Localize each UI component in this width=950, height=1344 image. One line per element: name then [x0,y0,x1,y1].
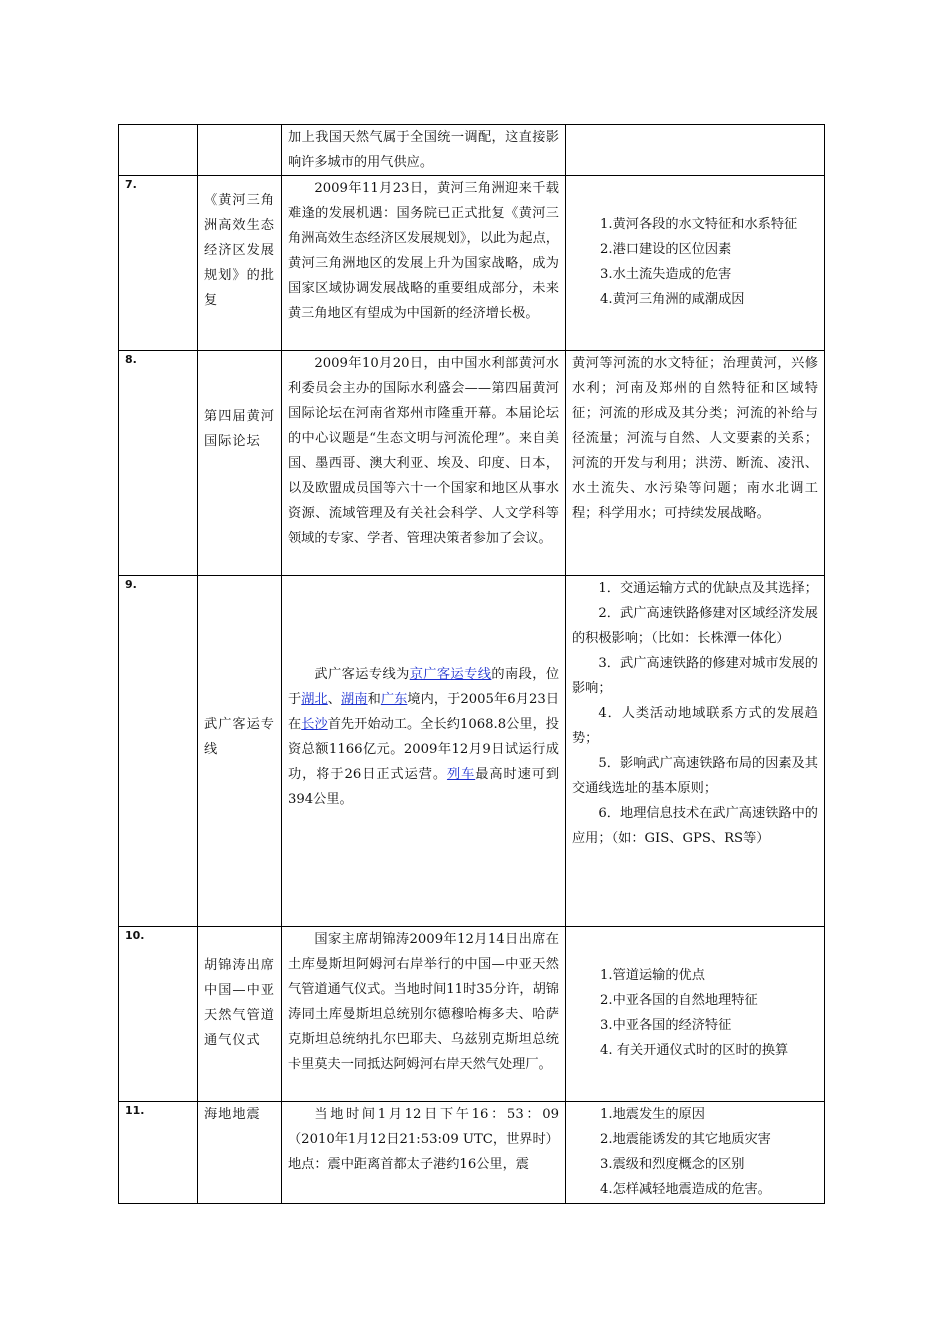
link-hubei[interactable]: 湖北 [301,692,328,707]
list-item: 5．影响武广高速铁路布局的因素及其交通线选址的基本原则； [572,756,818,796]
points-list [600,963,818,1063]
content-cell [282,1102,566,1204]
content-cell [282,576,566,927]
topic-text: 胡锦涛出席中国—中亚天然气管道通气仪式 [204,958,275,1048]
list-item: 3.水土流失造成的危害 [600,267,732,282]
link-guangdong[interactable]: 广东 [380,692,408,707]
points-cell [566,1102,825,1204]
text-span: 境内，于2005年6月23日在 [288,692,560,732]
table-row-continued [119,125,825,176]
table-row-10 [119,927,825,1102]
points-cell [566,351,825,576]
list-item: 1.管道运输的优点 [600,968,705,983]
link-train[interactable]: 列车 [446,767,476,782]
number-cell [119,125,198,176]
content-text: 当地时间1月12日下午16：53：09（2010年1月12日21:53:09 UTC，世界时） [288,1107,559,1147]
content-text: 2009年10月20日，由中国水利部黄河水利委员会主办的国际水利盛会——第四届黄河国际论坛在河南省郑州市隆重开幕。本届论坛的中心议题是“生态文明与河流伦理”。来自美国、墨西哥、澳大利亚、埃及、印度、日本，以及欧盟成员国等六十一个国家和地区从事水资源、流域管理及有关社会科学、人文学科等领域的专家、学者、管理决策者参加了会议。 [288,356,559,546]
topic-cell [198,351,282,576]
content-cell [282,125,566,176]
text-span: 的南段，位于 [288,667,560,707]
table-row-11 [119,1102,825,1204]
topic-text: 第四届黄河国际论坛 [204,409,275,449]
link-changsha[interactable]: 长沙 [301,717,328,732]
row-number: 7. [119,176,198,351]
content-text [288,662,559,812]
row-number: 11. [119,1102,198,1204]
list-item: 2.地震能诱发的其它地质灾害 [600,1132,771,1147]
list-item: 1．交通运输方式的优缺点及其选择； [598,581,818,596]
content-cell [282,927,566,1102]
text-span: 首先开始动工。全长约1068.8公里，投资总额1166亿元。2009年12月9日试运行成功，将于26日正式运营。 [288,717,559,782]
points-list [600,212,818,312]
points-cell [566,576,825,927]
row-number: 10. [119,927,198,1102]
text-span: 和 [367,692,381,707]
list-item: 4. 有关开通仪式时的区时的换算 [600,1043,789,1058]
content-text: 2009年11月23日，黄河三角洲迎来千载难逢的发展机遇：国务院已正式批复《黄河三角洲高效生态经济区发展规划》，以此为起点，黄河三角洲地区的发展上升为国家战略，成为国家区域协调发展战略的重要组成部分，未来黄三角地区有望成为中国新的经济增长极。 [288,181,559,321]
list-item: 3.中亚各国的经济特征 [600,1018,732,1033]
text-span: 最高时速可到394公里。 [288,767,560,807]
row-number: 8. [119,351,198,576]
link-hunan[interactable]: 湖南 [341,692,368,707]
list-item: 4.怎样减轻地震造成的危害。 [600,1182,771,1197]
points-cell [566,927,825,1102]
row-number: 9. [119,576,198,927]
points-cell [566,176,825,351]
list-item: 3.震级和烈度概念的区别 [600,1157,745,1172]
topic-cell [198,1102,282,1204]
list-item: 3．武广高速铁路的修建对城市发展的影响； [572,656,818,696]
points-text: 黄河等河流的水文特征；治理黄河，兴修水利；河南及郑州的自然特征和区域特征；河流的形成及其分类；河流的补给与径流量；河流与自然、人文要素的关系；河流的开发与利用；洪涝、断流、凌汛、水土流失、水污染等问题；南水北调工程；科学用水；可持续发展战略。 [572,356,818,521]
topic-cell [198,576,282,927]
list-item: 2．武广高速铁路修建对区域经济发展的积极影响；（比如：长株潭一体化） [572,606,818,646]
text-span: 、 [327,692,342,707]
topic-text: 海地地震 [204,1107,261,1122]
table-row-7 [119,176,825,351]
topic-cell [198,927,282,1102]
content-cell [282,351,566,576]
table-row-9 [119,576,825,927]
topic-text: 《黄河三角洲高效生态经济区发展规划》的批复 [204,193,275,308]
table-row-8 [119,351,825,576]
list-item: 4．人类活动地域联系方式的发展趋势； [572,706,818,746]
content-text: 国家主席胡锦涛2009年12月14日出席在土库曼斯坦阿姆河右岸举行的中国—中亚天然气管道通气仪式。当地时间11时35分许，胡锦涛同土库曼斯坦总统别尔德穆哈梅多夫、哈萨克斯坦总统纳扎尔巴耶夫、乌兹别克斯坦总统卡里莫夫一同抵达阿姆河右岸天然气处理厂。 [288,932,559,1072]
list-item: 2.港口建设的区位因素 [600,242,732,257]
list-item: 1.黄河各段的水文特征和水系特征 [600,217,798,232]
content-text: 加上我国天然气属于全国统一调配，这直接影响许多城市的用气供应。 [288,130,559,170]
points-list [600,1102,818,1202]
topic-text: 武广客运专线 [204,717,275,757]
topic-cell [198,125,282,176]
list-item: 2.中亚各国的自然地理特征 [600,993,758,1008]
topic-cell [198,176,282,351]
link-beijing-guangzhou-line[interactable]: 京广客运专线 [409,667,492,682]
list-item: 1.地震发生的原因 [600,1107,705,1122]
list-item: 6．地理信息技术在武广高速铁路中的应用；（如：GIS、GPS、RS等） [572,806,818,846]
points-list [572,576,818,851]
content-text: 地点：震中距离首都太子港约16公里，震 [288,1157,529,1172]
topic-table [118,124,825,1204]
content-cell [282,176,566,351]
list-item: 4.黄河三角洲的咸潮成因 [600,292,745,307]
text-span: 武广客运专线为 [314,667,410,682]
points-cell [566,125,825,176]
